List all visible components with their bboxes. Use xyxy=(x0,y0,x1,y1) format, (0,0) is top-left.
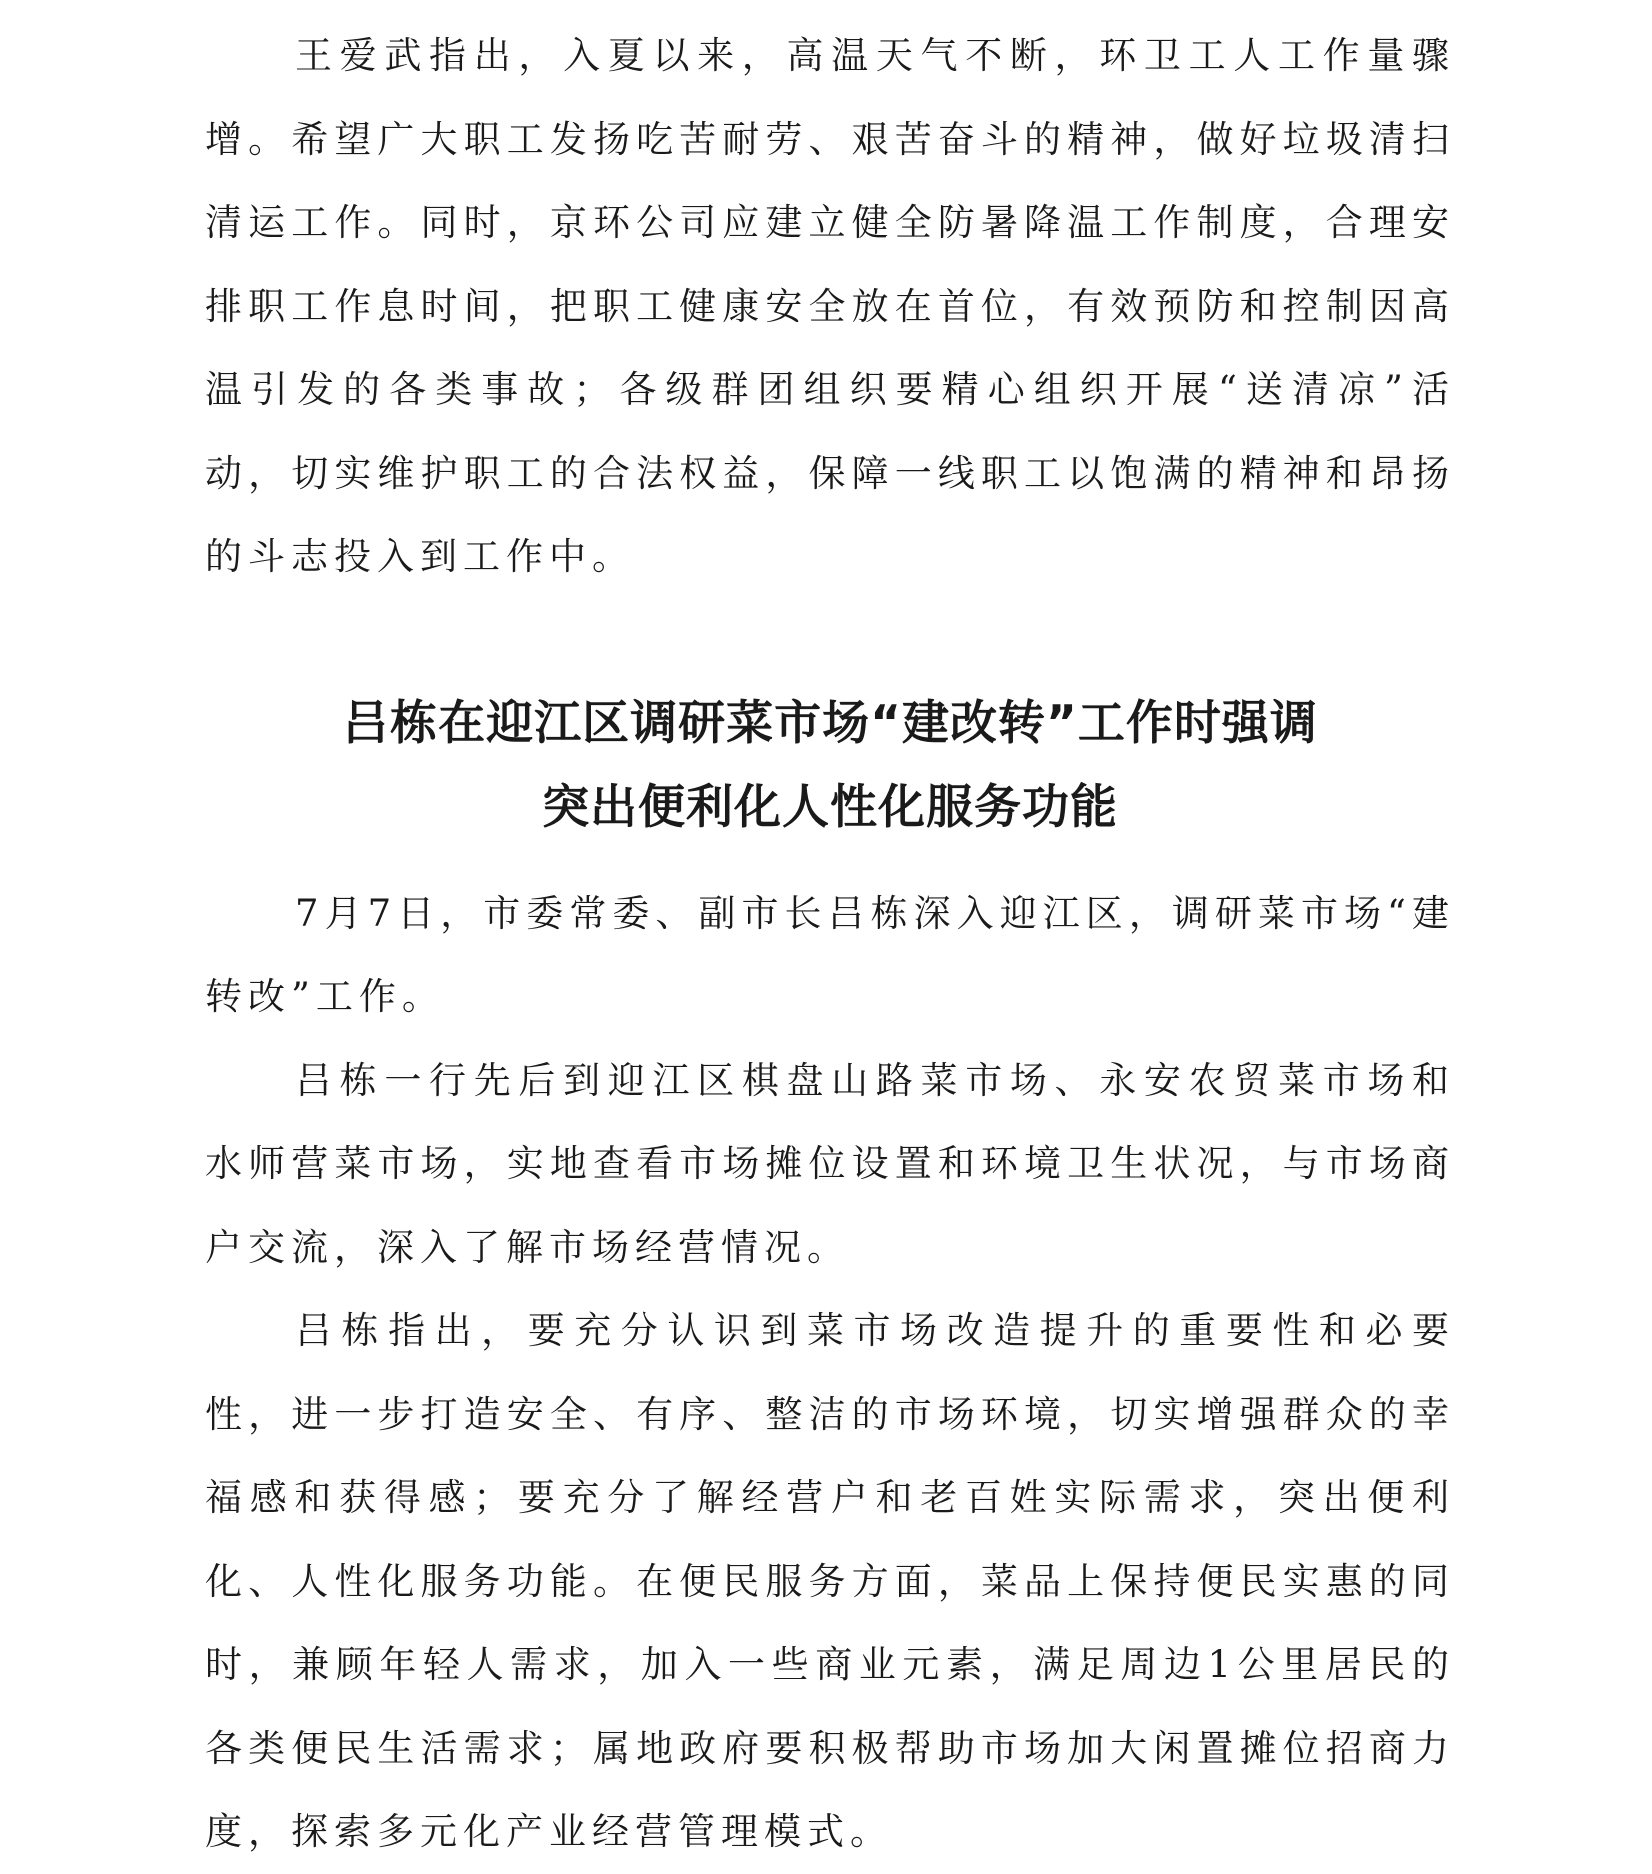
article-paragraph-1: 7月7日，市委常委、副市长吕栋深入迎江区，调研菜市场“建转改”工作。 xyxy=(205,891,1455,1018)
article-title-line-2: 突出便利化人性化服务功能 xyxy=(542,779,1118,835)
article-title xyxy=(205,682,1455,850)
intro-paragraph: 王爱武指出，入夏以来，高温天气不断，环卫工人工作量骤增。希望广大职工发扬吃苦耐劳、艰苦奋斗的精神，做好垃圾清扫清运工作。同时，京环公司应建立健全防暑降温工作制度，合理安排职工作息时间，把职工健康安全放在首位，有效预防和控制因高温引发的各类事故；各级群团组织要精心组织开展“送清凉”活动，切实维护职工的合法权益，保障一线职工以饱满的精神和昂扬的斗志投入到工作中。 xyxy=(205,34,1455,578)
article-paragraph-3: 吕栋指出，要充分认识到菜市场改造提升的重要性和必要性，进一步打造安全、有序、整洁的市场环境，切实增强群众的幸福感和获得感；要充分了解经营户和老百姓实际需求，突出便利化、人性化服务功能。在便民服务方面，菜品上保持便民实惠的同时，兼顾年轻人需求，加入一些商业元素，满足周边1公里居民的各类便民生活需求；属地政府要积极帮助市场加大闲置摊位招商力度，探索多元化产业经营管理模式。 xyxy=(205,1309,1455,1853)
article-title-line-1: 吕栋在迎江区调研菜市场“建改转”工作时强调 xyxy=(342,695,1318,751)
document-page xyxy=(205,14,1455,1874)
article-paragraph-2: 吕栋一行先后到迎江区棋盘山路菜市场、永安农贸菜市场和水师营菜市场，实地查看市场摊位设置和环境卫生状况，与市场商户交流，深入了解市场经营情况。 xyxy=(205,1058,1455,1269)
